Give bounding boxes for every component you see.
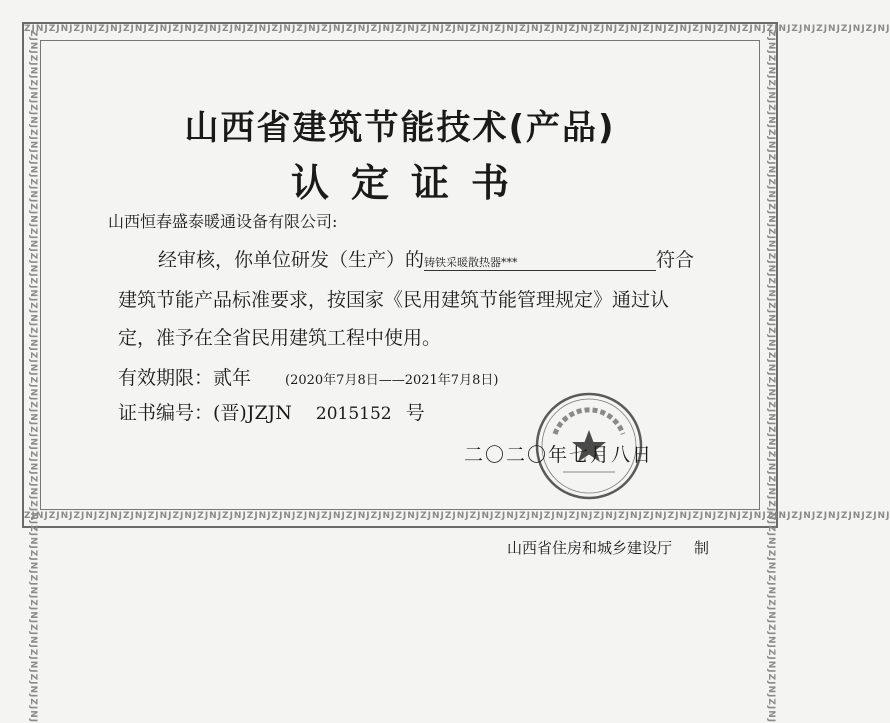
- validity-label: 有效期限：贰年: [118, 367, 252, 389]
- certificate-subtitle: 认定证书: [290, 161, 531, 205]
- product-name: 铸铁采暖散热器***: [424, 254, 656, 271]
- issuer-name: 山西省住房和城乡建设厅: [507, 539, 673, 557]
- certificate-number: 2015152: [315, 404, 392, 424]
- issuer-suffix: 制: [694, 539, 710, 557]
- issuer-footer: [507, 537, 709, 558]
- certificate-number-row: [118, 398, 425, 425]
- issue-date: 二〇二〇年七月八日: [464, 444, 654, 466]
- border-pattern-left: ZJNJZJNJZJNJZJNJZJNJZJNJZJNJZJNJZJNJZJNJZJNJZJNJZJNJZJNJZJNJZJNJZJNJZJNJZJNJZJNJZJNJZJNJZJNJZJNJZJNJZJNJZJNJZJNJ: [28, 30, 38, 723]
- company-name: 山西恒春盛泰暖通设备有限公司:: [108, 212, 338, 231]
- validity-dates: (2020年7月8日——2021年7月8日): [285, 373, 499, 388]
- border-pattern-top: ZJNJZJNJZJNJZJNJZJNJZJNJZJNJZJNJZJNJZJNJZJNJZJNJZJNJZJNJZJNJZJNJZJNJZJNJZJNJZJNJZJNJZJNJZJNJZJNJZJNJZJNJZJNJZJNJZJNJZJNJZJNJZJNJZJNJZJNJZJNJ: [24, 24, 890, 34]
- body-line-3: 定，准予在全省民用建筑工程中使用。: [118, 327, 442, 349]
- line1-suffix: 符合: [656, 249, 695, 271]
- certificate-title: 山西省建筑节能技术(产品): [184, 108, 616, 148]
- border-pattern-bottom: ZJNJZJNJZJNJZJNJZJNJZJNJZJNJZJNJZJNJZJNJZJNJZJNJZJNJZJNJZJNJZJNJZJNJZJNJZJNJZJNJZJNJZJNJZJNJZJNJZJNJZJNJZJNJZJNJZJNJZJNJZJNJZJNJZJNJZJNJZJNJ: [24, 511, 890, 521]
- certificate-number-suffix: 号: [405, 402, 425, 424]
- certificate-number-label: 证书编号：(晋)JZJN: [118, 402, 292, 424]
- validity-row: [118, 363, 498, 390]
- body-line-2: 建筑节能产品标准要求，按国家《民用建筑节能管理规定》通过认: [118, 289, 670, 311]
- body-line-1: [158, 245, 694, 272]
- border-pattern-right: ZJNJZJNJZJNJZJNJZJNJZJNJZJNJZJNJZJNJZJNJZJNJZJNJZJNJZJNJZJNJZJNJZJNJZJNJZJNJZJNJZJNJZJNJZJNJZJNJZJNJZJNJZJNJZJNJ: [766, 30, 776, 723]
- line1-prefix: 经审核，你单位研发（生产）的: [158, 249, 425, 271]
